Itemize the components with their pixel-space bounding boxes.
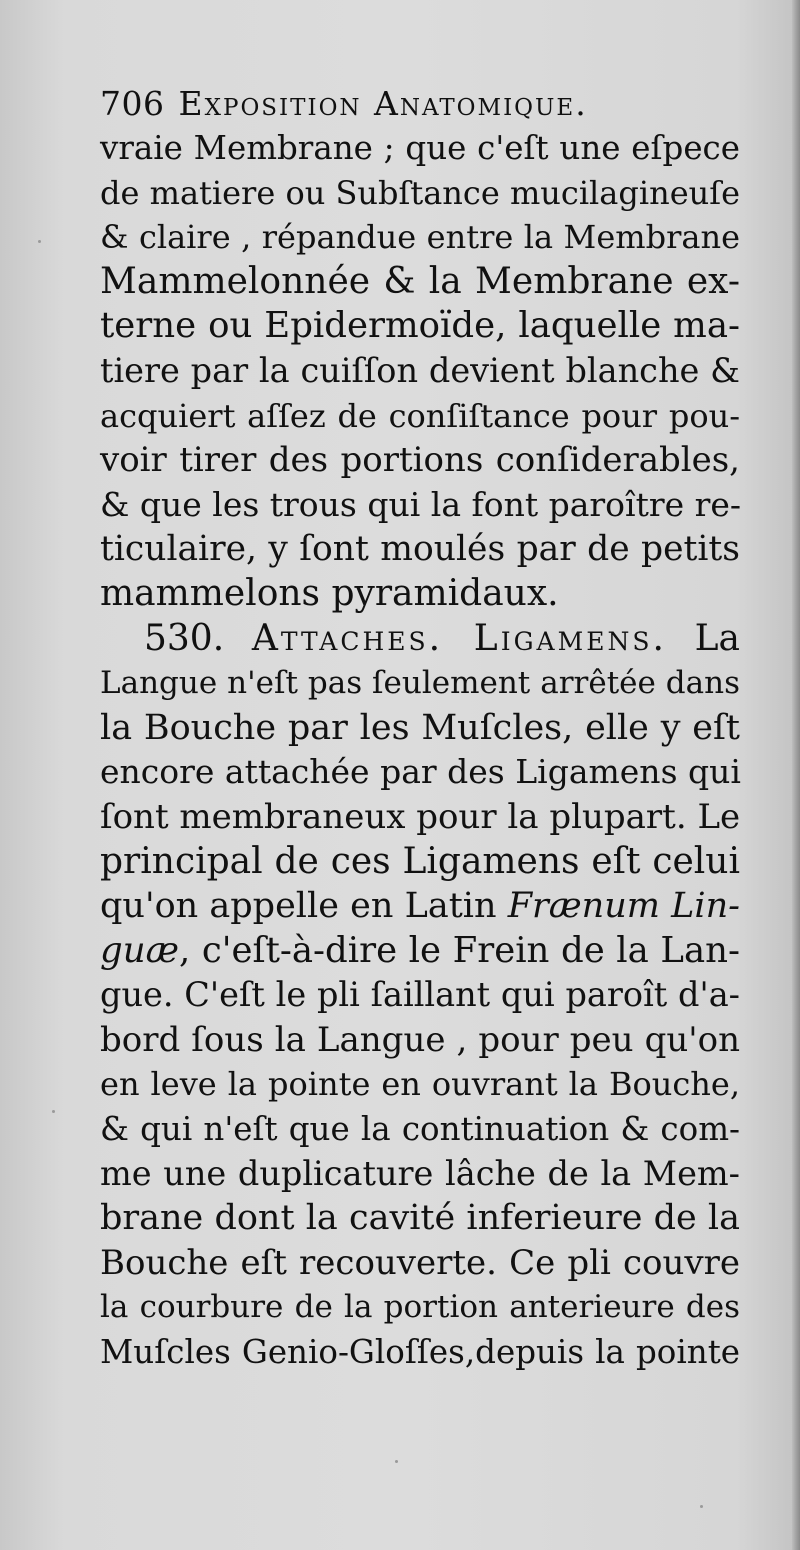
- latin-line-pre: qu'on appelle en Latin: [100, 886, 508, 927]
- text-line: mammelons pyramidaux.: [100, 572, 559, 614]
- text-line: voir tirer des portions conſiderables,: [100, 440, 740, 481]
- text-line: en leve la pointe en ouvrant la Bouche,: [100, 1065, 740, 1104]
- text-line: & claire , répandue entre la Membrane: [100, 218, 740, 257]
- text-line: gue. C'eſt le pli ſaillant qui paroît d'a-: [100, 975, 740, 1015]
- text-line: bord ſous la Langue , pour peu qu'on: [100, 1019, 740, 1060]
- paragraph-1: [100, 126, 740, 617]
- paper-speck: [38, 240, 41, 243]
- text-line: tiere par la cuiſſon devient blanche &: [100, 350, 740, 390]
- latin-continuation-line: [100, 929, 740, 974]
- text-line: ſont membraneux pour la plupart. Le: [100, 796, 741, 837]
- text-line: brane dont la cavité inferieure de la: [100, 1198, 740, 1239]
- text-line: de matiere ou Subſtance mucilagineuſe: [100, 173, 741, 212]
- text-line: Mammelonnée & la Membrane ex-: [100, 260, 740, 302]
- paper-speck: [52, 1110, 55, 1113]
- text-line: & qui n'eſt que la continuation & com-: [100, 1110, 740, 1149]
- text-line: la Bouche par les Muſcles, elle y eſt: [100, 707, 740, 748]
- paper-speck: [395, 1460, 398, 1463]
- text-line: & que les trous qui la font paroître re-: [100, 484, 742, 524]
- text-line: Langue n'eſt pas ſeulement arrêtée dans: [100, 665, 740, 702]
- text-line: principal de ces Ligamens eſt celui: [100, 840, 740, 882]
- text-line: encore attachée par des Ligamens qui: [100, 752, 741, 792]
- latin-line: [100, 884, 740, 929]
- section-heading-line: [100, 617, 740, 662]
- running-title: Exposition Anatomique.: [178, 84, 588, 123]
- section-number: 530.: [144, 617, 225, 659]
- latin-term: Frænum Lin-: [507, 886, 740, 927]
- text-line: acquiert aſſez de conſiſtance pour pou-: [100, 396, 740, 435]
- page-edge-shadow: [792, 0, 800, 1550]
- text-line: ticulaire, y ſont moulés par de petits: [100, 529, 740, 570]
- text-line: terne ou Epidermoïde, laquelle ma-: [100, 305, 740, 347]
- latin-cont-rest: , c'eſt-à-dire le Frein de la Lan-: [178, 929, 740, 971]
- page-number: 706: [100, 84, 165, 123]
- text-line: vraie Membrane ; que c'eſt une eſpece: [100, 129, 740, 167]
- running-header: [100, 82, 740, 126]
- text-line: Bouche eſt recouverte. Ce pli couvre: [100, 1242, 740, 1283]
- section-first-word: La: [694, 617, 740, 659]
- text-line: Muſcles Genio-Gloſſes,depuis la pointe: [100, 1333, 740, 1372]
- section-heading: Attaches. Ligamens.: [251, 617, 667, 659]
- text-line: la courbure de la portion anterieure des: [100, 1289, 740, 1326]
- page-text: [100, 82, 740, 1375]
- latin-term-end: guæ: [100, 929, 179, 971]
- text-line: me une duplicature lâche de la Mem-: [100, 1153, 740, 1193]
- paragraph-2: [100, 617, 740, 1375]
- paper-speck: [700, 1505, 703, 1508]
